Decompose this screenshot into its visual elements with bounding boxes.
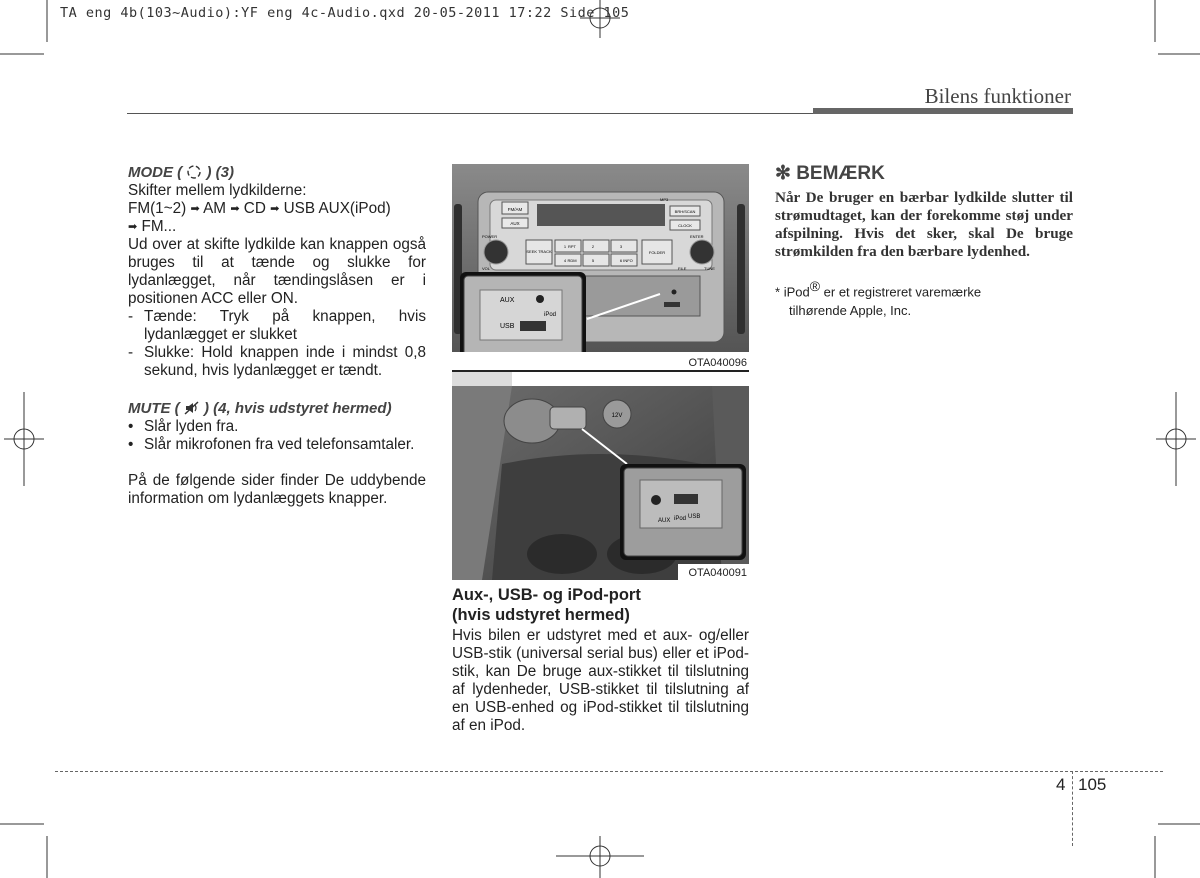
list-item: • Slår lyden fra. xyxy=(128,418,426,436)
seek-track-label: SEEK TRACK xyxy=(526,249,552,254)
power-label: POWER xyxy=(482,234,498,239)
mute-heading-pre: MUTE ( xyxy=(128,400,180,417)
seq-cd: CD xyxy=(243,200,266,217)
file-label: FILE xyxy=(678,266,687,271)
preset-1: 1 xyxy=(563,244,567,249)
footnote-ipod: iPod xyxy=(783,284,810,300)
seq-am: AM xyxy=(203,200,227,217)
zoom-ipod-label: iPod xyxy=(544,312,557,318)
title-bar xyxy=(813,108,1073,114)
footnote-line-2: tilhørende Apple, Inc. xyxy=(789,303,912,319)
mute-speaker-icon xyxy=(184,400,200,416)
mode-heading-post: ) (3) xyxy=(206,164,235,181)
preset-3: 3 xyxy=(619,244,623,249)
arrow-icon: ➡ xyxy=(128,221,138,233)
mute-list xyxy=(128,418,426,454)
middle-column-text xyxy=(452,586,749,735)
12v-label: 12V xyxy=(611,413,623,419)
note-heading xyxy=(775,162,1073,185)
preset-2: 2 xyxy=(591,244,595,249)
tune-label: TUNE xyxy=(704,266,715,271)
mute-heading xyxy=(128,400,426,418)
arrow-icon: ➡ xyxy=(230,203,240,215)
mode-heading xyxy=(128,164,426,182)
info-label: INFO xyxy=(623,258,633,263)
folder-label: FOLDER xyxy=(648,250,666,255)
seq-usb: USB AUX(iPod) xyxy=(283,200,391,217)
footnote-rest: er et registreret varemærke xyxy=(820,284,982,300)
rdm-label: RDM xyxy=(567,258,577,263)
zoom-usb-label: USB xyxy=(500,323,515,330)
figure-caption-2: OTA040091 xyxy=(688,567,747,579)
fm-am-label: FM/AM xyxy=(507,207,523,212)
mode-heading-pre: MODE ( xyxy=(128,164,183,181)
port-body: Hvis bilen er udstyret med et aux- og/eller USB-stik (universal serial bus) eller et iPod-stik, kan De bruge aux-stikket til tilslutning af lydenheder, USB-stikket til tilslutning af en USB-enhed og iPod-stikket til tilslutning af en iPod. xyxy=(452,627,749,734)
print-file-header: TA eng 4b(103~Audio):YF eng 4c-Audio.qxd 20-05-2011 17:22 Side 105 xyxy=(60,5,630,21)
closing-text: På de følgende sider finder De uddybende information om lydanlæggets knapper. xyxy=(128,472,426,507)
zoom2-usb-label: USB xyxy=(688,514,701,520)
mode-sequence xyxy=(128,200,426,236)
scan-label: BRH/SCAN xyxy=(674,209,696,214)
rpt-label: RPT xyxy=(568,244,576,249)
mode-dial-icon xyxy=(186,164,202,180)
zoom2-ipod-label: iPod xyxy=(674,516,687,522)
seq-end: FM... xyxy=(141,218,177,235)
left-column xyxy=(128,164,426,508)
section-title: Bilens funktioner xyxy=(924,84,1071,108)
preset-5: 5 xyxy=(591,258,595,263)
audio-unit-illustration xyxy=(452,164,749,580)
figure-caption-1: OTA040096 xyxy=(688,357,747,369)
vol-label: VOL xyxy=(482,266,491,271)
preset-6: 6 xyxy=(619,258,623,263)
title-rule xyxy=(127,113,813,114)
preset-4: 4 xyxy=(563,258,567,263)
mute-heading-post: ) (4, hvis udstyret hermed) xyxy=(204,400,392,417)
zoom2-aux-label: AUX xyxy=(658,518,671,524)
note-text: Når De bruger en bærbar lydkilde slutter til strømudtaget, kan der forekomme støj under afspilning. Hvis det sker, skal De bruge strømkilden fra den bærbare lydenhed. xyxy=(775,189,1073,260)
ipod-footnote xyxy=(775,277,1073,320)
note-title: BEMÆRK xyxy=(796,163,885,184)
footnote-mark: * xyxy=(775,284,781,300)
seq-fm: FM(1~2) xyxy=(128,200,187,217)
mode-text-2: Ud over at skifte lydkilde kan knappen også bruges til at tænde og slukke for lydanlægget, når tændingslåsen er i positionen ACC eller ON. xyxy=(128,236,426,307)
clock-label: CLOCK xyxy=(678,223,692,228)
zoom-aux-label: AUX xyxy=(500,297,515,304)
note-symbol-icon: ✻ xyxy=(775,163,791,184)
arrow-icon: ➡ xyxy=(270,203,280,215)
arrow-icon: ➡ xyxy=(190,203,200,215)
footer-dashed-rule xyxy=(55,771,1163,772)
list-item: • Slår mikrofonen fra ved telefonsamtaler. xyxy=(128,436,426,454)
chapter-number: 4 xyxy=(1056,775,1066,794)
mode-list xyxy=(128,308,426,380)
port-subheading: Aux-, USB- og iPod-port (hvis udstyret hermed) xyxy=(452,586,641,624)
registered-mark: ® xyxy=(809,278,821,294)
right-column xyxy=(775,162,1073,320)
list-item: - Tænde: Tryk på knappen, hvis lydanlægget er slukket xyxy=(128,308,426,344)
audio-unit-figure xyxy=(452,164,749,580)
footer-dashed-divider xyxy=(1072,771,1073,846)
page-number: 105 xyxy=(1078,775,1107,794)
aux-label: AUX xyxy=(510,221,520,226)
enter-label: ENTER xyxy=(690,234,704,239)
mp3-label: MP3 xyxy=(660,197,669,202)
list-item: - Slukke: Hold knappen inde i mindst 0,8 sekund, hvis lydanlægget er tændt. xyxy=(128,344,426,380)
mode-text-1: Skifter mellem lydkilderne: xyxy=(128,182,307,199)
